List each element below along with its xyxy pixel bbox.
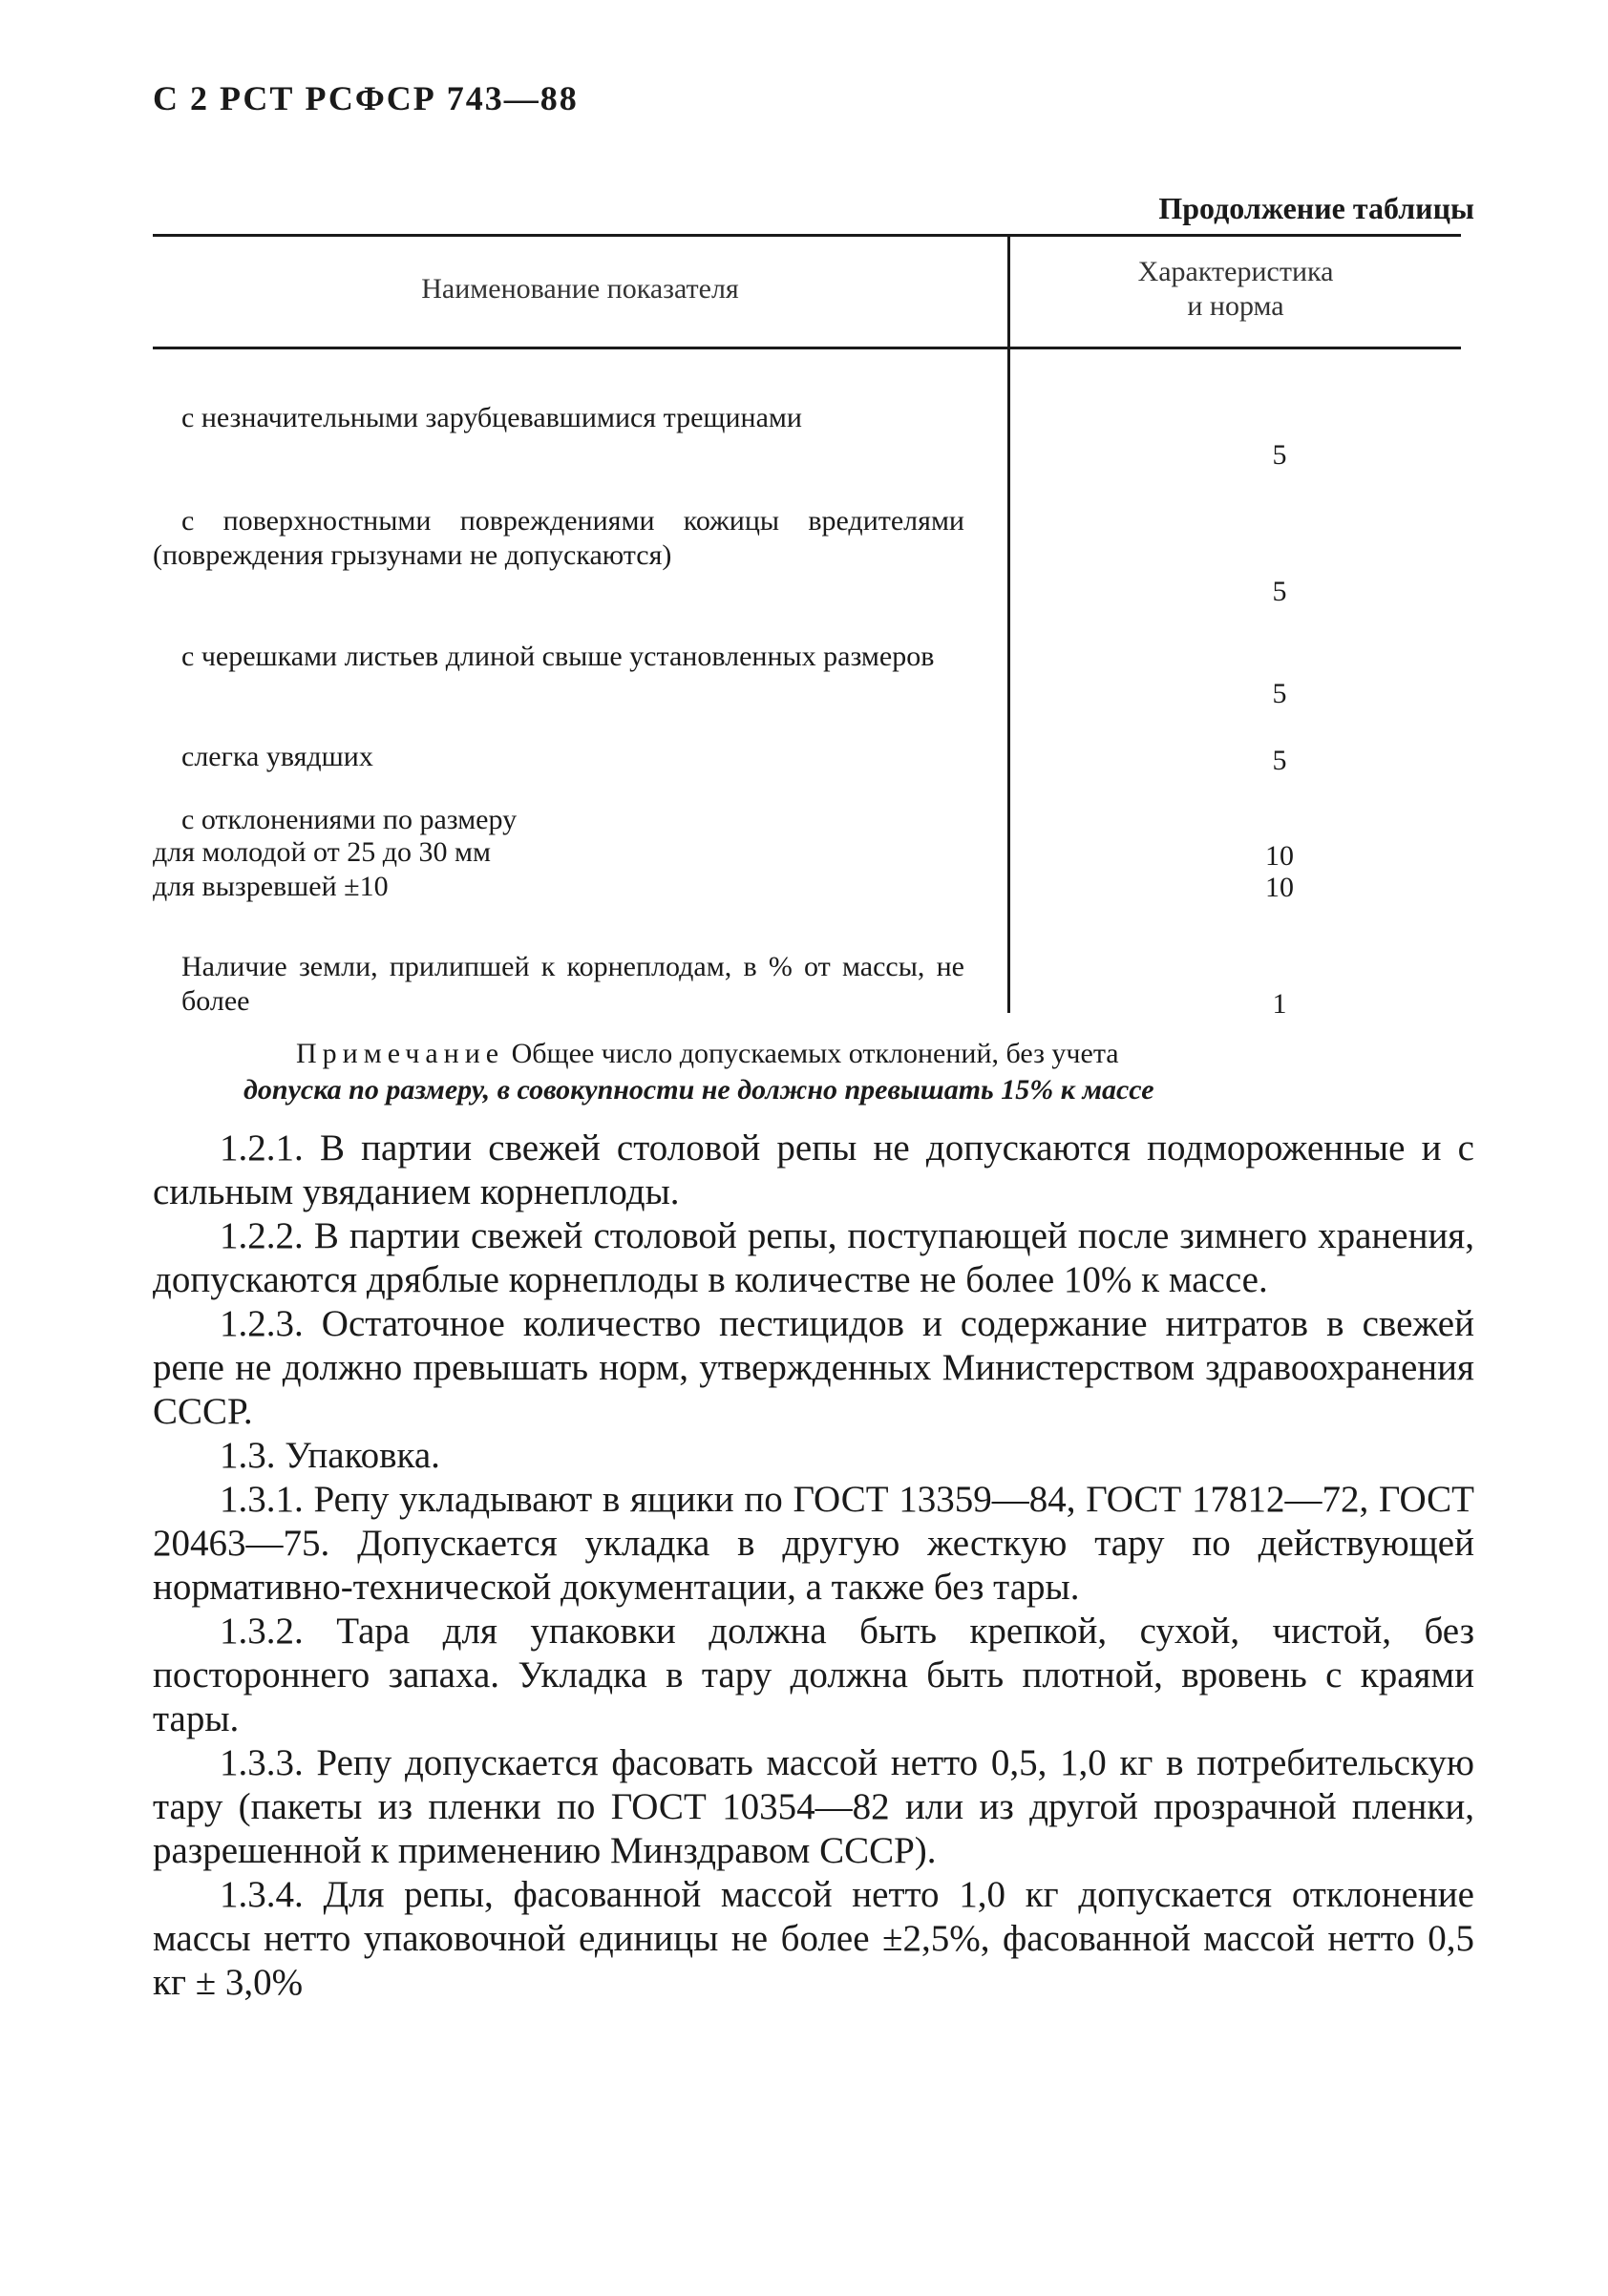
table-row-value: 5 [1272,678,1287,709]
table-row-value: 1 [1272,988,1287,1020]
column-header-value-line2: и норма [1187,290,1284,322]
column-header-name: Наименование показателя [421,273,739,305]
table-row-label: с незначительными зарубцевавшимися трещинами [181,402,802,433]
table-row-label: с черешками листьев длиной свыше установленных размеров [181,641,935,672]
table-row-value: 5 [1272,439,1287,471]
paragraph-1-2-2: 1.2.2. В партии свежей столовой репы, поступающей после зимнего хранения, допускаются дряблые корнеплоды в количестве не более 10% к массе. [153,1215,1474,1300]
table-row-label: слегка увядших [181,741,373,772]
paragraph-1-2-1: 1.2.1. В партии свежей столовой репы не допускаются подмороженные и с сильным увяданием корнеплоды. [153,1127,1474,1212]
table-column-divider [1007,234,1010,1013]
table-row-value: 5 [1272,576,1287,607]
table-row-value: 5 [1272,745,1287,776]
table-row-value: 10 [1265,840,1294,872]
paragraph-1-2-3: 1.2.3. Остаточное количество пестицидов и содержание нитратов в свежей репе не должно превышать норм, утвержденных Министерством здравоохранения СССР. [153,1303,1474,1432]
paragraph-1-3-2: 1.3.2. Тара для упаковки должна быть крепкой, сухой, чистой, без постороннего запаха. Укладка в тару должна быть плотной, вровень с краями тары. [153,1611,1474,1739]
table-row-value: 10 [1265,872,1294,903]
requirements-table [153,234,1461,1020]
table-row-label: Наличие земли, прилипшей к корнеплодам, в % от массы, не более [181,951,964,1017]
table-top-rule [153,234,1461,237]
page-header: С 2 РСТ РСФСР 743—88 [153,79,579,117]
note-text-line2: допуска по размеру, в совокупности не должно превышать 15% к массе [243,1074,1154,1106]
table-row-label: с поверхностными повреждениями кожицы вредителями (повреждения грызунами не допускаются) [153,505,964,571]
note-text-line1: Общее число допускаемых отклонений, без учета [504,1038,1119,1069]
body-text [153,1127,1474,2005]
table-row-label: с отклонениями по размеру [181,804,518,835]
paragraph-1-3-1: 1.3.1. Репу укладывают в ящики по ГОСТ 13359—84, ГОСТ 17812—72, ГОСТ 20463—75. Допускается укладка в другую жесткую тару по действующей нормативно-технической документации, а также без тары. [153,1479,1474,1608]
table-row-label: для вызревшей ±10 [153,871,389,902]
paragraph-1-3-3: 1.3.3. Репу допускается фасовать массой нетто 0,5, 1,0 кг в потребительскую тару (пакеты из пленки по ГОСТ 10354—82 или из другой прозрачной пленки, разрешенной к применению Минздравом СССР). [153,1742,1474,1871]
table-row-label: для молодой от 25 до 30 мм [153,836,491,868]
column-header-value-line1: Характеристика [1137,256,1334,287]
table-continuation-label: Продолжение таблицы [1158,191,1474,225]
paragraph-1-3-4: 1.3.4. Для репы, фасованной массой нетто 1,0 кг допускается отклонение массы нетто упаковочной единицы не более ±2,5%, фасованной массой нетто 0,5 кг ± 3,0% [153,1874,1474,2003]
note-lead: Примечание [296,1038,505,1069]
paragraph-1-3: 1.3. Упаковка. [220,1435,440,1476]
table-note [153,1036,1474,1108]
table-header-rule [153,347,1461,349]
